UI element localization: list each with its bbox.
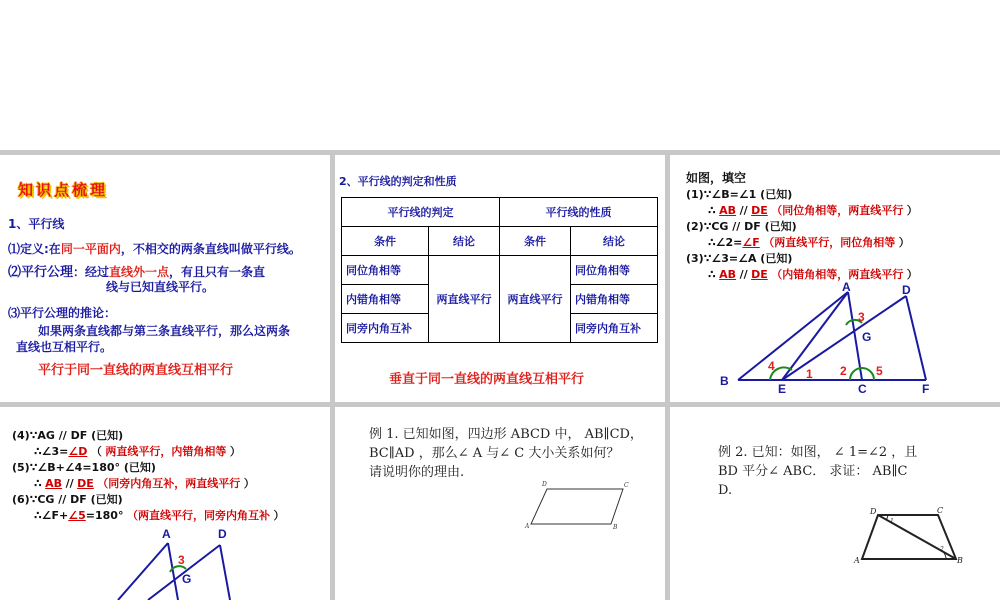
label-g: G	[182, 572, 192, 586]
figure-triangles	[670, 155, 1000, 402]
line-df	[220, 545, 230, 600]
panel-judgement-properties	[335, 155, 665, 402]
answer-angle-f: ∠F	[742, 236, 760, 249]
line-5: (3)∵∠3=∠A (已知)	[686, 252, 793, 265]
judge-row-3: 同旁内角互补	[342, 314, 429, 343]
example2-line-1: 例 2. 已知：如图， ∠ 1=∠2 ，且	[718, 445, 918, 460]
paren-close: ）	[906, 204, 918, 217]
label-d: D	[870, 507, 877, 516]
label-b: B	[613, 524, 618, 531]
axiom-line-2: 线与已知直线平行。	[106, 280, 215, 294]
judge-row-2: 内错角相等	[342, 285, 429, 314]
panel-title: 2、平行线的判定和性质	[339, 175, 457, 188]
line-ac	[848, 292, 862, 380]
corollary-line-1: 如果两条直线都与第三条直线平行，那么这两条	[38, 324, 291, 338]
answer-de: DE	[751, 268, 768, 281]
label-2: 2	[940, 546, 944, 553]
section-title: 1、平行线	[8, 217, 65, 231]
panel-fill-blanks-2	[0, 407, 330, 600]
reason: （两直线平行，同旁内角互补	[126, 509, 270, 522]
label-d: D	[542, 481, 547, 488]
example1-line-3: 请说明你的理由.	[369, 465, 465, 480]
label-e: E	[778, 382, 787, 396]
answer-ab: AB	[45, 477, 63, 490]
line-df	[906, 296, 926, 380]
label-5: 5	[876, 364, 883, 378]
corollary-summary: 平行于同一直线的两直线互相平行	[38, 363, 234, 378]
label-d: D	[218, 527, 227, 541]
label-a: A	[854, 556, 860, 565]
answer-de: DE	[77, 477, 94, 490]
figure-partial	[0, 407, 330, 600]
parallel-sign: //	[739, 204, 748, 217]
label-c: C	[858, 382, 867, 396]
label-a: A	[162, 527, 171, 541]
line-3: (2)∵CG // DF (已知)	[686, 220, 797, 233]
equals-180: =180°	[85, 509, 124, 522]
parallel-sign: //	[65, 477, 74, 490]
property-row-3: 同旁内角互补	[571, 314, 658, 343]
label-g: G	[862, 330, 872, 344]
answer-angle-d: ∠D	[68, 445, 88, 458]
definition-suffix: ，不相交的两条直线叫做平行线。	[120, 242, 301, 256]
label-2: 2	[840, 364, 847, 378]
answer-de: DE	[751, 204, 768, 217]
paren-close: ）	[229, 445, 241, 458]
paren-close: ）	[906, 268, 918, 281]
header-judgement: 平行线的判定	[342, 198, 500, 227]
label-b: B	[720, 374, 729, 388]
label-1: 1	[806, 367, 813, 381]
definition-line	[8, 240, 301, 257]
label-4: 4	[768, 359, 775, 373]
example1-line-2: BC∥AD ，那么∠ A 与∠ C 大小关系如何？	[369, 446, 620, 461]
label-f: F	[922, 382, 930, 396]
reason: 两直线平行，内错角相等	[105, 445, 227, 458]
label-1: 1	[890, 518, 894, 525]
figure-parallelogram	[335, 407, 665, 600]
answer-ab: AB	[719, 268, 737, 281]
label-c: C	[937, 506, 944, 515]
judge-conclusion: 两直线平行	[429, 256, 500, 343]
label-3: 3	[178, 553, 185, 567]
paren-close: ）	[273, 509, 285, 522]
label-b: B	[957, 556, 963, 565]
answer-ab: AB	[719, 204, 737, 217]
label-c: C	[624, 482, 629, 489]
answer-angle-5: ∠5	[68, 509, 86, 522]
panel-example-2	[670, 407, 1000, 600]
arc-5	[862, 368, 874, 380]
panel-knowledge-summary	[0, 155, 330, 402]
paren-close: ）	[898, 236, 910, 249]
axiom-label: ⑵平行公理	[8, 265, 74, 280]
example1-line-1: 例 1. 已知如图，四边形 ABCD 中， AB∥CD，	[369, 427, 643, 442]
line-5a: (5)∵∠B+∠4=180° (已知)	[12, 461, 156, 474]
reason: （两直线平行，同位角相等	[763, 236, 896, 249]
example2-line-3: D.	[718, 483, 733, 498]
example2-line-2: BD 平分∠ ABC． 求证： AB∥C	[718, 464, 908, 479]
figure-trapezoid	[670, 407, 1000, 600]
panel-example-1	[335, 407, 665, 600]
property-condition: 两直线平行	[500, 256, 571, 343]
reason: （同位角相等，两直线平行	[771, 204, 904, 217]
property-row-1: 同位角相等	[571, 256, 658, 285]
header-property: 平行线的性质	[500, 198, 658, 227]
sub-condition-1: 条件	[342, 227, 429, 256]
angle-f-plus: ∴∠F+	[34, 509, 69, 522]
label-d: D	[902, 283, 911, 297]
judge-row-1: 同位角相等	[342, 256, 429, 285]
reason: （同旁内角互补，两直线平行	[97, 477, 241, 490]
panel-fill-blanks-1	[670, 155, 1000, 402]
axiom-colon: ：经过	[73, 265, 110, 279]
line-1: (1)∵∠B=∠1 (已知)	[686, 188, 793, 201]
line-6a: (6)∵CG // DF (已知)	[12, 493, 123, 506]
panel-title: 如图，填空	[686, 171, 747, 185]
property-row-2: 内错角相等	[571, 285, 658, 314]
parallel-table	[341, 197, 658, 343]
sub-conclusion-2: 结论	[571, 227, 658, 256]
paren-open: （	[90, 445, 102, 458]
axiom-suffix: ，有且只有一条直	[169, 265, 266, 279]
parallelogram-abcd	[531, 489, 623, 524]
angle3-eq: ∴∠3=	[34, 445, 69, 458]
footer-statement: 垂直于同一直线的两直线互相平行	[389, 372, 585, 387]
sub-condition-2: 条件	[500, 227, 571, 256]
parallel-sign: //	[739, 268, 748, 281]
reason: （内错角相等，两直线平行	[771, 268, 904, 281]
label-a: A	[842, 280, 851, 294]
sub-conclusion-1: 结论	[429, 227, 500, 256]
angle2-eq: ∴∠2=	[708, 236, 743, 249]
axiom-key: 直线外一点	[109, 265, 170, 279]
definition-prefix: ⑴定义:在	[8, 242, 61, 256]
paren-close: ）	[243, 477, 255, 490]
corollary-label: ⑶平行公理的推论：	[8, 306, 117, 320]
label-a: A	[525, 523, 530, 530]
definition-key: 同一平面内	[60, 242, 121, 256]
corollary-line-2: 直线也互相平行。	[16, 340, 113, 354]
label-3: 3	[858, 310, 865, 324]
line-4a: (4)∵AG // DF (已知)	[12, 429, 124, 442]
therefore: ∴	[708, 204, 716, 217]
therefore: ∴	[34, 477, 42, 490]
heading: 知识点梳理	[18, 181, 109, 199]
therefore: ∴	[708, 268, 716, 281]
